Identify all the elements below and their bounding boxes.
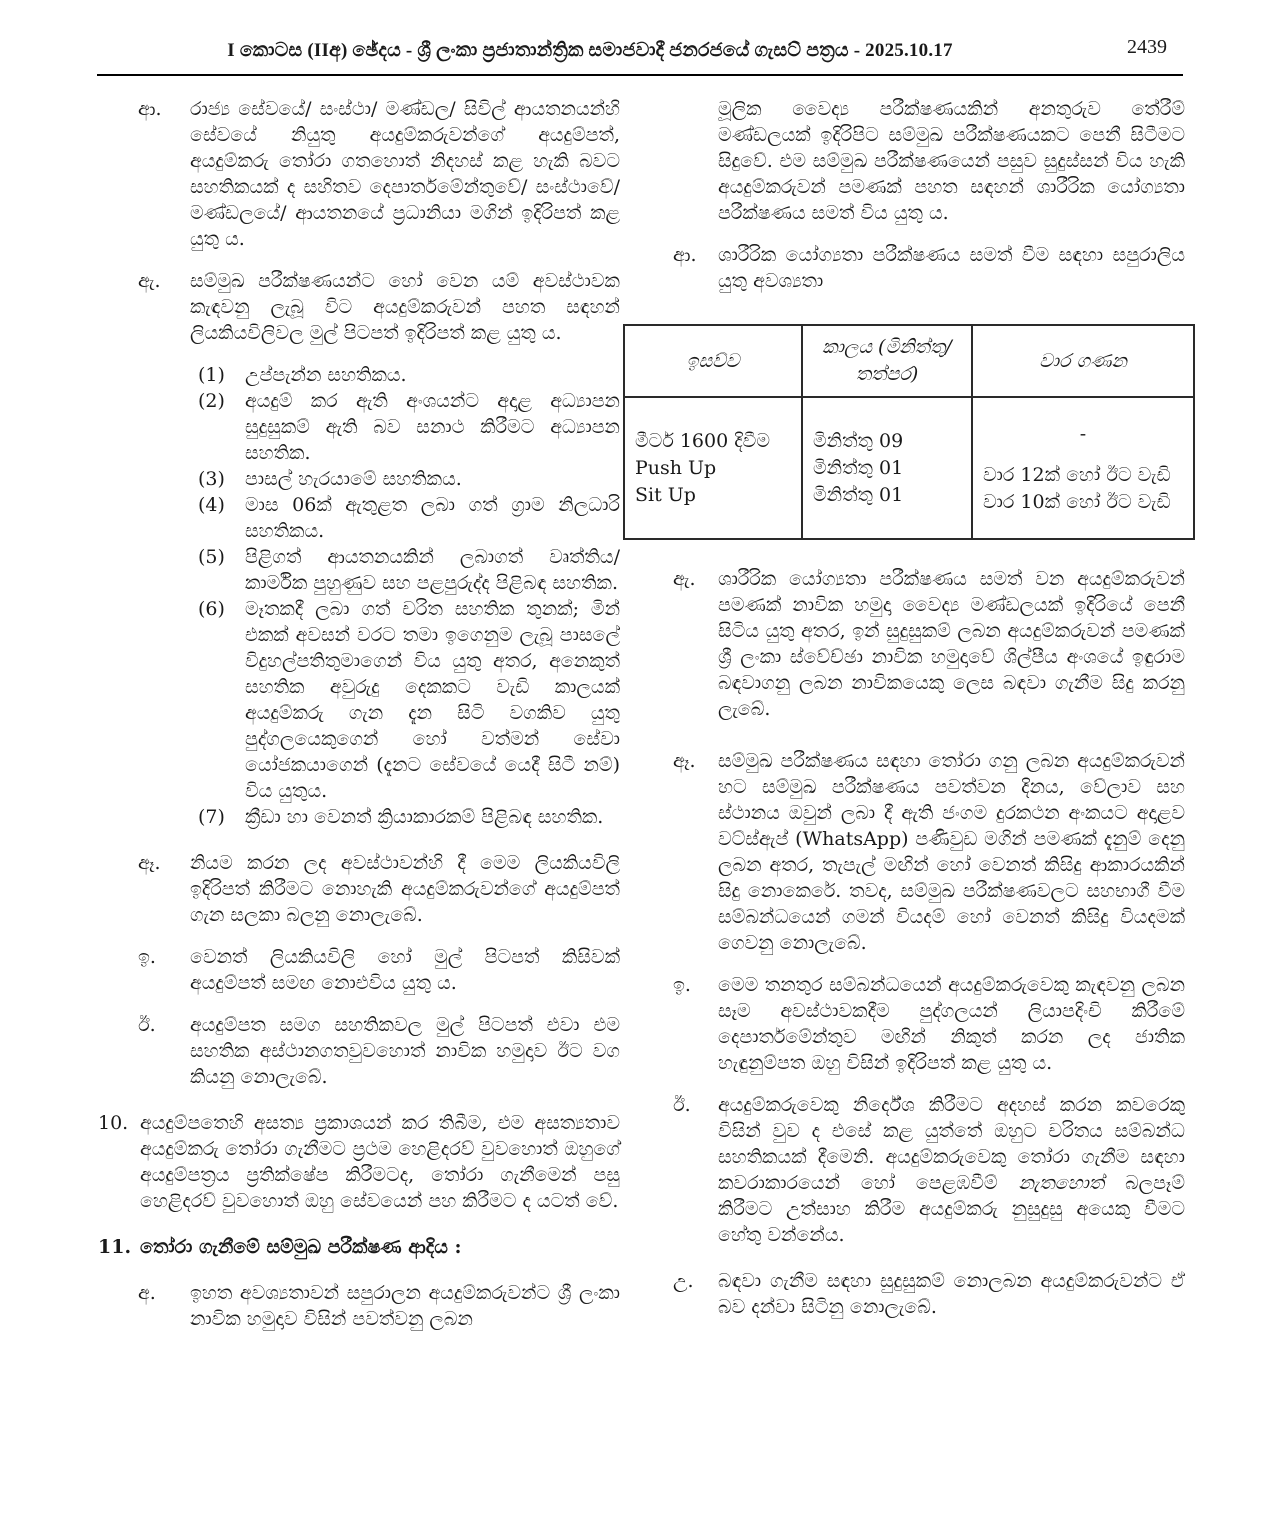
- count-run: -: [1079, 422, 1087, 445]
- paragraph-text: අයදුම්පත සමග සහතිකවල මුල් පිටපත් එවා එම සහතික අස්ථානගතවුවහොත් නාවික හමුදාව ඊට වග කියනු නොලැබේ.: [190, 1014, 620, 1088]
- paragraph-ae-medical: [673, 566, 1185, 722]
- paragraph-text: ඉහත අවශ්‍යතාවන් සපුරාලන අයදුම්කරුවන්ට ශ්‍රී ලංකා නාවික හමුදාව විසින් පවත්වනු ලබන: [190, 1282, 620, 1330]
- clause-10: [98, 1110, 620, 1214]
- time-run: මිනිත්තු 09: [813, 429, 904, 452]
- list-item-marker: (5): [198, 546, 225, 568]
- paragraph-marker: ඇ.: [673, 568, 696, 590]
- paragraph-a: [138, 1280, 620, 1332]
- paragraph-segment-italic: නැතහොත්: [1018, 1172, 1105, 1194]
- table-header-time: කාලය (මිනිත්තු/ තත්පර): [802, 325, 972, 397]
- list-item-text: අයදුම් කර ඇති අංශයන්ට අදාළ අධ්‍යාපන සුදුසුකම් ඇති බව සනාථ කිරීමට අධ්‍යාපන සහතික.: [245, 390, 620, 464]
- paragraph-ii-recommendation: [673, 1092, 1185, 1248]
- paragraph-marker: ඊ.: [138, 1014, 156, 1036]
- continuation-paragraph: මූලික වෛද්‍ය පරීක්ෂණයකින් අනතුරුව තේරීම් මණ්ඩලයක් ඉදිරිපිට සම්මුඛ පරීක්ෂණයකට පෙනී සිටීමට සිදුවේ. එම සම්මුඛ පරීක්ෂණයෙන් පසුව සුදුස්සන් විය හැකි අයදුම්කරුවන් පමණක් පහත සඳහන් ශාරීරික යෝග්‍යතා පරීක්ෂණය සමත් විය යුතු ය.: [718, 98, 1185, 224]
- document-list-item-7: [198, 804, 620, 830]
- document-list-item-1: [198, 362, 620, 388]
- list-item-marker: (1): [198, 364, 225, 386]
- paragraph-text: ශාරීරික යෝග්‍යතා පරීක්ෂණය සමත් වන අයදුම්කරුවන් පමණක් නාවික හමුදා වෛද්‍ය මණ්ඩලයක් ඉදිරියේ පෙනී සිටිය යුතු අතර, ඉන් සුදුසුකම් ලබන අයදුම්කරුවන් පමණක් ශ්‍රී ලංකා ස්වේච්ඡා නාවික හමුදාවේ ශිල්පීය අංශයේ ඉඳුරාම බඳවාගනු ලබන නාවිකයෙකු ලෙස බඳවා ගැනීම සිදු කරනු ලැබේ.: [718, 568, 1185, 720]
- list-item-marker: (7): [198, 806, 225, 828]
- paragraph-i: [138, 944, 620, 996]
- page-number: 2439: [1127, 36, 1167, 58]
- paragraph-aa-requirements: [673, 242, 1185, 294]
- left-column: [98, 96, 620, 1348]
- clause-number: 10.: [98, 1112, 129, 1134]
- paragraph-i-nic: [673, 972, 1185, 1076]
- paragraph-ii: [138, 1012, 620, 1090]
- paragraph-text: බඳවා ගැනීම සඳහා සුදුසුකම් නොලබන අයදුම්කරුවන්ට ඒ බව දන්වා සිටිනු නොලැබේ.: [718, 1270, 1185, 1318]
- fitness-test-table: [623, 324, 1195, 540]
- count-sit-up: වාර 10ක් හෝ ඊට වැඩි: [983, 490, 1171, 513]
- paragraph-text: නියම කරන ලද අවස්ථාවන්හි දී මෙම ලියකියවිලි ඉදිරිපත් කිරීමට නොහැකි අයදුම්කරුවන්ගේ අයදුම්පත් ගැන සලකා බලනු නොලැබේ.: [190, 852, 620, 926]
- paragraph-marker: ආ.: [138, 98, 162, 120]
- header-divider: [97, 74, 1183, 76]
- clause-11-heading: [98, 1234, 620, 1260]
- list-item-text: මාස 06ක් ඇතුළත ලබා ගත් ග්‍රාම නිලධාරි සහතිකය.: [245, 494, 620, 542]
- document-list-item-4: [198, 492, 620, 544]
- document-list-item-2: [198, 388, 620, 466]
- document-list-item-6: [198, 596, 620, 804]
- table-header-count: වාර ගණන: [972, 325, 1194, 397]
- clause-heading-text: තෝරා ගැනීමේ සම්මුඛ පරීක්ෂණ ආදිය :: [140, 1236, 462, 1258]
- paragraph-marker: ඊ.: [673, 1094, 691, 1116]
- paragraph-marker: ඉ.: [138, 946, 156, 968]
- paragraph-text: [718, 1092, 1185, 1248]
- paragraph-text: මෙම තනතුර සම්බන්ධයෙන් අයදුම්කරුවෙකු කැඳවනු ලබන සෑම අවස්ථාවකදීම පුද්ගලයන් ලියාපදිංචි කිරීමේ දෙපාර්තමේන්තුව මඟින් නිකුත් කරන ලද ජාතික හැඳුනුම්පත ඔහු විසින් ඉදිරිපත් කළ යුතු ය.: [718, 974, 1185, 1074]
- paragraph-marker: ඇ.: [138, 270, 161, 292]
- list-item-marker: (6): [198, 598, 225, 620]
- list-item-marker: (3): [198, 468, 225, 490]
- table-header-row: [624, 325, 1194, 397]
- table-cell-times: [802, 397, 972, 539]
- list-item-text: පාසල් හැරයාමේ සහතිකය.: [245, 468, 462, 490]
- event-run-1600m: මීටර් 1600 දිවීම: [635, 429, 770, 452]
- list-item-text: උප්පැන්න සහතිකය.: [245, 364, 407, 386]
- paragraph-text: ශාරීරික යෝග්‍යතා පරීක්ෂණය සමත් වීම සඳහා සපුරාලිය යුතු අවශ්‍යතා: [718, 244, 1185, 292]
- time-sit-up: මිනිත්තු 01: [813, 483, 904, 506]
- document-list-item-5: [198, 544, 620, 596]
- clause-text: අයදුම්පතෙහි අසත්‍ය ප්‍රකාශයන් කර තිබීම, එම අසත්‍යතාව අයදුම්කරු තෝරා ගැනීමට ප්‍රථම හෙළිදරව් වුවහොත් ඔහුගේ අයදුම්පත්‍රය ප්‍රතික්ෂේප කිරීමටද, තෝරා ගැනීමෙන් පසු හෙළිදරව් වුවහොත් ඔහු සේවයෙන් පහ කිරීමට ද යටත් වේ.: [140, 1112, 620, 1212]
- event-push-up: Push Up: [635, 456, 717, 479]
- paragraph-aa2: [138, 96, 620, 252]
- table-cell-counts: [972, 397, 1194, 539]
- list-item-marker: (4): [198, 494, 225, 516]
- document-list-item-3: [198, 466, 620, 492]
- paragraph-text: වෙනත් ලියකියවිලි හෝ මුල් පිටපත් කිසිවක් අයදුම්පත් සමඟ නොඑවිය යුතු ය.: [190, 946, 620, 994]
- gazette-header-title: I කොටස (IIඅ) ඡේදය - ශ්‍රී ලංකා ප්‍රජාතාන්ත්‍රික සමාජවාදී ජනරජයේ ගැසට් පත්‍රය - 2025.10.17: [227, 40, 953, 61]
- list-item-text: පිළිගත් ආයතනයකින් ලබාගත් වෘත්තිය/ කාර්මික පුහුණුව සහ පළපුරුද්ද පිළිබඳ සහතික.: [245, 546, 620, 594]
- event-sit-up: Sit Up: [635, 483, 696, 506]
- list-item-marker: (2): [198, 390, 225, 412]
- paragraph-marker: ඈ.: [673, 750, 696, 772]
- table-cell-events: [624, 397, 802, 539]
- paragraph-marker: ඈ.: [138, 852, 161, 874]
- paragraph-aee-whatsapp: [673, 748, 1185, 956]
- paragraph-marker: ආ.: [673, 244, 697, 266]
- paragraph-aee: [138, 850, 620, 928]
- list-item-text: ක්‍රීඩා හා වෙනත් ක්‍රියාකාරකම් පිළිබඳ සහතික.: [245, 806, 604, 828]
- paragraph-marker: ඉ.: [673, 974, 691, 996]
- table-row: [624, 397, 1194, 539]
- table-header-event: ඉසව්ව: [624, 325, 802, 397]
- list-item-text: මෑතකදී ලබා ගත් චරිත සහතික තුනක්; මින් එකක් අවසන් වරට තමා ඉගෙනුම ලැබූ පාසලේ විදුහල්පතිතුමාගෙන් විය යුතු අතර, අනෙකුත් සහතික අවුරුදු දෙකකට වැඩි කාලයක් අයදුම්කරු ගැන දැන සිටි වගකිව යුතු පුද්ගලයෙකුගෙන් හෝ වත්මන් සේවා යෝජකයාගෙන් (දැනට සේවයේ යෙදී සිටී නම්) විය යුතුය.: [245, 598, 620, 802]
- paragraph-ae: [138, 268, 620, 346]
- right-column: [623, 96, 1185, 1336]
- paragraph-text: සම්මුඛ පරීක්ෂණයන්ට හෝ වෙන යම් අවස්ථාවක කැඳවනු ලැබූ විට අයදුම්කරුවන් පහත සඳහන් ලියකියවිලිවල මුල් පිටපත් ඉදිරිපත් කළ යුතු ය.: [190, 270, 620, 344]
- clause-number: 11.: [98, 1236, 132, 1258]
- paragraph-u: [673, 1268, 1185, 1320]
- paragraph-segment-pre: අයදුම්කරුවෙකු නිර්දේශ කිරීමට අදහස් කරන කවරෙකු විසින් වුව ද එසේ කළ යුත්තේ ඔහුට චරිතය සම්බන්ධ සහතිකයක් දීමෙනි. අයදුම්කරුවෙකු තෝරා ගැනීම සඳහා කවරාකාරයෙන් හෝ පෙළඹවීම්: [718, 1094, 1185, 1194]
- paragraph-marker: අ.: [138, 1282, 156, 1304]
- count-push-up: වාර 12ක් හෝ ඊට වැඩි: [983, 463, 1171, 486]
- paragraph-text: රාජ්‍ය සේවයේ/ සංස්ථා/ මණ්ඩල/ සිවිල් ආයතනයන්හි සේවයේ නියුතු අයදුම්කරුවන්ගේ අයදුම්පත්, අයදුම්කරු තෝරා ගතහොත් නිදහස් කළ හැකි බවට සහතිකයක් ද සහිතව දෙපාර්තමේන්තුවේ/ සංස්ථාවේ/ මණ්ඩලයේ/ ආයතනයේ ප්‍රධානියා මගින් ඉදිරිපත් කළ යුතු ය.: [190, 98, 620, 250]
- time-push-up: මිනිත්තු 01: [813, 456, 904, 479]
- paragraph-segment-post: බලපෑම් කිරීමට උත්සාහ කිරීම අයදුම්කරු නුසුදුසු අයෙකු වීමට හේතු වන්නේය.: [718, 1172, 1186, 1246]
- paragraph-marker: උ.: [673, 1270, 694, 1292]
- paragraph-text: සම්මුඛ පරීක්ෂණය සඳහා තෝරා ගනු ලබන අයදුම්කරුවන් හට සම්මුඛ පරීක්ෂණය පවත්වන දිනය, වේලාව සහ ස්ථානය ඔවුන් ලබා දී ඇති ජංගම දුරකථන අංකයට අදාළව වට්ස්ඇප් (WhatsApp) පණිවුඩ මගින් පමණක් දැනුම් දෙනු ලබන අතර, තැපැල් මඟින් හෝ වෙනත් කිසිදු ආකාරයකින් සිදු නොකෙරේ. තවද, සම්මුඛ පරීක්ෂණවලට සහභාගී වීම සම්බන්ධයෙන් ගමන් වියදම් හෝ වෙනත් කිසිදු වියදමක් ගෙවනු නොලැබේ.: [718, 750, 1185, 954]
